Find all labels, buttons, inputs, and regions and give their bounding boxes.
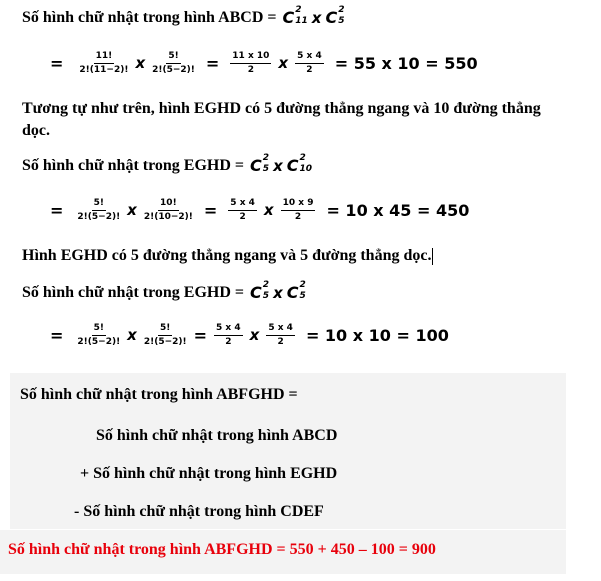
final-result: Số hình chữ nhật trong hình ABFGHD = 550 + 450 – 100 = 900 xyxy=(8,541,436,558)
denominator: 2!(5−2)! xyxy=(77,211,121,222)
c-sub: 5 xyxy=(338,16,345,26)
line1-text: Số hình chữ nhật trong hình ABCD = xyxy=(22,8,277,26)
denominator: 2 xyxy=(239,211,246,222)
numerator: 11 x 10 xyxy=(230,51,271,64)
result-text: = 55 x 10 = 550 xyxy=(334,53,478,73)
times-x: x xyxy=(273,156,283,175)
line4-equation xyxy=(50,193,469,227)
equals-sign: = xyxy=(205,53,220,73)
result-text: = 10 x 45 = 450 xyxy=(326,200,470,220)
c-base: C xyxy=(286,156,299,175)
denominator: 2 xyxy=(277,336,284,347)
fraction-4 xyxy=(266,323,295,348)
summary-item-eghd: + Số hình chữ nhật trong hình EGHD xyxy=(80,465,338,482)
c-sub: 5 xyxy=(299,291,306,301)
c-base: C xyxy=(325,8,338,27)
times-x: x xyxy=(311,8,322,27)
c-sup: 2 xyxy=(262,153,270,163)
times-x: x xyxy=(127,201,137,219)
combination-c11-2 xyxy=(282,5,308,27)
numerator: 5 x 4 xyxy=(266,323,295,336)
line3 xyxy=(22,153,313,175)
denominator: 2!(5−2)! xyxy=(152,64,195,75)
numerator: 5 x 4 xyxy=(214,323,243,336)
fraction-4 xyxy=(295,51,324,76)
denominator: 2 xyxy=(294,211,302,222)
result-text: = 10 x 10 = 100 xyxy=(305,325,449,345)
denominator: 2!(5−2)! xyxy=(77,336,121,347)
fraction-3 xyxy=(230,51,271,76)
c-base: C xyxy=(282,8,295,27)
c-sup: 2 xyxy=(338,5,345,15)
numerator: 5 x 4 xyxy=(228,198,257,211)
fraction-1 xyxy=(77,198,120,223)
equals-sign: = xyxy=(193,325,208,345)
c-sub: 11 xyxy=(295,16,308,26)
combination-c5-2 xyxy=(250,153,270,175)
paragraph-2-text: Hình EGHD có 5 đường thẳng ngang và 5 đường thẳng dọc. xyxy=(22,247,432,264)
times-x: x xyxy=(263,201,274,219)
equals-sign: = xyxy=(50,325,64,345)
numerator: 10! xyxy=(158,198,179,211)
fraction-2 xyxy=(144,323,187,348)
fraction-4 xyxy=(281,198,316,223)
c-sup: 2 xyxy=(262,280,270,290)
fraction-3 xyxy=(228,198,257,223)
fraction-1 xyxy=(77,323,120,348)
paragraph-1-line-b: dọc. xyxy=(22,122,50,139)
equals-sign: = xyxy=(203,200,218,220)
numerator: 5! xyxy=(158,323,172,336)
c-sup: 2 xyxy=(299,153,306,163)
times-x: x xyxy=(273,283,283,302)
fraction-2 xyxy=(144,198,193,223)
numerator: 5! xyxy=(92,323,106,336)
numerator: 5 x 4 xyxy=(295,51,324,64)
line5 xyxy=(22,280,306,302)
paragraph-1-line-a: Tương tự như trên, hình EGHD có 5 đường thẳng ngang và 10 đường thẳng xyxy=(22,100,541,117)
line3-text: Số hình chữ nhật trong EGHD = xyxy=(22,156,245,174)
times-x: x xyxy=(249,326,260,344)
denominator: 2 xyxy=(225,336,232,347)
times-x: x xyxy=(135,54,146,72)
line2-equation xyxy=(50,46,478,80)
combination-c10-2 xyxy=(286,153,313,175)
paragraph-2 xyxy=(22,247,433,265)
c-sub: 10 xyxy=(299,164,313,174)
fraction-2 xyxy=(152,51,195,76)
c-sup: 2 xyxy=(299,280,306,290)
summary-heading: Số hình chữ nhật trong hình ABFGHD = xyxy=(20,386,298,403)
line5-text: Số hình chữ nhật trong EGHD = xyxy=(22,283,245,301)
denominator: 2!(11−2)! xyxy=(79,64,129,75)
c-base: C xyxy=(286,283,299,302)
line6-equation xyxy=(50,318,449,352)
fraction-3 xyxy=(214,323,243,348)
denominator: 2!(10−2)! xyxy=(143,211,193,222)
numerator: 5! xyxy=(92,198,106,211)
numerator: 10 x 9 xyxy=(281,198,316,211)
combination-c5-2 xyxy=(286,280,306,302)
denominator: 2 xyxy=(247,64,254,75)
summary-item-cdef: - Số hình chữ nhật trong hình CDEF xyxy=(74,503,324,520)
summary-item-abcd: Số hình chữ nhật trong hình ABCD xyxy=(96,427,338,444)
c-base: C xyxy=(250,156,262,175)
c-base: C xyxy=(250,283,262,302)
equals-sign: = xyxy=(50,53,64,73)
numerator: 11! xyxy=(94,51,115,64)
line1 xyxy=(22,5,345,27)
combination-c5-2 xyxy=(250,280,270,302)
c-sup: 2 xyxy=(295,5,302,15)
equals-sign: = xyxy=(50,200,64,220)
combination-c5-2 xyxy=(325,5,345,27)
denominator: 2!(5−2)! xyxy=(143,336,187,347)
times-x: x xyxy=(127,326,137,344)
numerator: 5! xyxy=(166,51,180,64)
fraction-1 xyxy=(79,51,128,76)
times-x: x xyxy=(278,54,289,72)
text-cursor xyxy=(432,248,433,265)
denominator: 2 xyxy=(306,64,313,75)
c-sub: 5 xyxy=(262,164,270,174)
c-sub: 5 xyxy=(262,291,270,301)
